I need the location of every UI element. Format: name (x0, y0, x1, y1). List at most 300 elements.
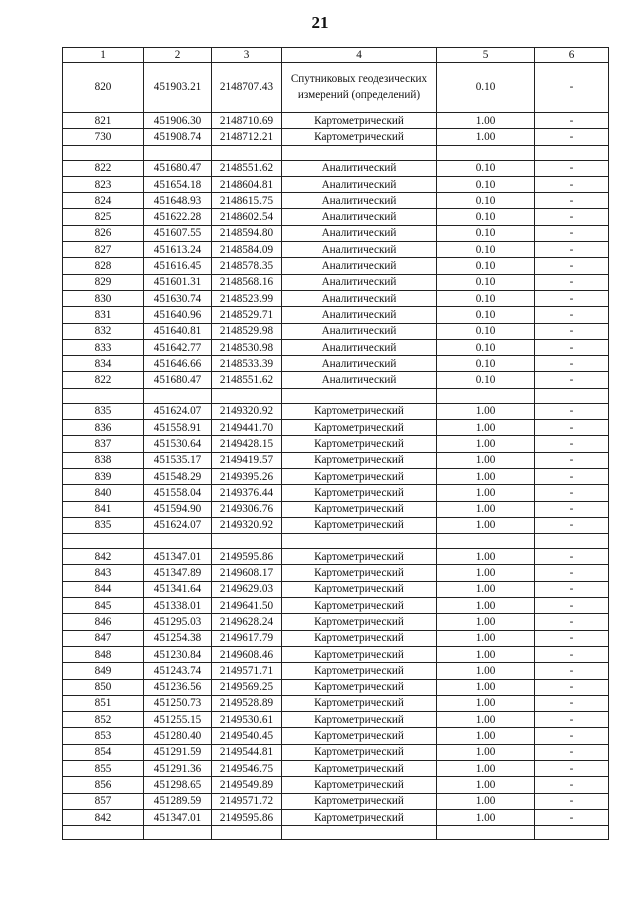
coordinate-x-cell: 451648.93 (144, 193, 212, 209)
method-cell: Картометрический (282, 760, 437, 776)
coordinate-y-cell: 2149540.45 (212, 728, 282, 744)
note-cell: - (535, 695, 609, 711)
method-cell: Аналитический (282, 160, 437, 176)
note-cell: - (535, 581, 609, 597)
separator-row (63, 388, 609, 403)
empty-cell (63, 826, 144, 840)
note-cell: - (535, 614, 609, 630)
coordinate-x-cell: 451903.21 (144, 63, 212, 113)
table-row (63, 290, 609, 306)
method-cell: Картометрический (282, 452, 437, 468)
table-row (63, 372, 609, 388)
note-cell: - (535, 209, 609, 225)
note-cell: - (535, 307, 609, 323)
accuracy-cell: 0.10 (437, 225, 535, 241)
accuracy-cell: 1.00 (437, 646, 535, 662)
coordinate-x-cell: 451654.18 (144, 176, 212, 192)
note-cell: - (535, 712, 609, 728)
table-row (63, 129, 609, 145)
coordinate-y-cell: 2149546.75 (212, 760, 282, 776)
empty-cell (63, 388, 144, 403)
point-number-cell: 836 (63, 420, 144, 436)
accuracy-cell: 0.10 (437, 176, 535, 192)
note-cell: - (535, 436, 609, 452)
coordinate-y-cell: 2148578.35 (212, 258, 282, 274)
point-number-cell: 830 (63, 290, 144, 306)
coordinate-y-cell: 2148710.69 (212, 113, 282, 129)
accuracy-cell: 1.00 (437, 517, 535, 533)
coordinate-y-cell: 2148615.75 (212, 193, 282, 209)
point-number-cell: 834 (63, 356, 144, 372)
coordinate-y-cell: 2149608.46 (212, 646, 282, 662)
coordinate-y-cell: 2149571.72 (212, 793, 282, 809)
note-cell: - (535, 176, 609, 192)
coordinates-table (62, 47, 609, 840)
method-cell: Картометрический (282, 809, 437, 825)
note-cell: - (535, 403, 609, 419)
page-number: 21 (311, 13, 329, 32)
note-cell: - (535, 630, 609, 646)
empty-cell (144, 388, 212, 403)
point-number-cell: 835 (63, 403, 144, 419)
table-row (63, 695, 609, 711)
method-cell: Картометрический (282, 129, 437, 145)
accuracy-cell: 0.10 (437, 323, 535, 339)
table-row (63, 323, 609, 339)
empty-cell (535, 534, 609, 549)
accuracy-cell: 0.10 (437, 339, 535, 355)
note-cell: - (535, 242, 609, 258)
coordinate-y-cell: 2149569.25 (212, 679, 282, 695)
coordinate-y-cell: 2149320.92 (212, 517, 282, 533)
point-number-cell: 839 (63, 468, 144, 484)
accuracy-cell: 1.00 (437, 598, 535, 614)
column-number: 4 (282, 48, 437, 63)
coordinate-x-cell: 451250.73 (144, 695, 212, 711)
method-cell: Картометрический (282, 403, 437, 419)
point-number-cell: 851 (63, 695, 144, 711)
point-number-cell: 849 (63, 663, 144, 679)
method-cell: Картометрический (282, 598, 437, 614)
point-number-cell: 825 (63, 209, 144, 225)
table-row (63, 176, 609, 192)
table-row (63, 760, 609, 776)
table-row (63, 793, 609, 809)
point-number-cell: 850 (63, 679, 144, 695)
point-number-cell: 821 (63, 113, 144, 129)
note-cell: - (535, 598, 609, 614)
table-row (63, 274, 609, 290)
coordinate-y-cell: 2149320.92 (212, 403, 282, 419)
coordinate-y-cell: 2148551.62 (212, 372, 282, 388)
accuracy-cell: 1.00 (437, 760, 535, 776)
empty-cell (535, 826, 609, 840)
accuracy-cell: 0.10 (437, 209, 535, 225)
note-cell: - (535, 323, 609, 339)
coordinate-y-cell: 2148604.81 (212, 176, 282, 192)
coordinate-x-cell: 451642.77 (144, 339, 212, 355)
note-cell: - (535, 565, 609, 581)
method-cell: Картометрический (282, 646, 437, 662)
method-cell: Картометрический (282, 793, 437, 809)
coordinate-x-cell: 451243.74 (144, 663, 212, 679)
empty-cell (437, 145, 535, 160)
table-row (63, 209, 609, 225)
method-cell: Картометрический (282, 549, 437, 565)
coordinate-y-cell: 2148529.71 (212, 307, 282, 323)
table-row (63, 809, 609, 825)
note-cell: - (535, 452, 609, 468)
method-cell: Аналитический (282, 356, 437, 372)
point-number-cell: 824 (63, 193, 144, 209)
method-cell: Аналитический (282, 339, 437, 355)
coordinate-y-cell: 2149628.24 (212, 614, 282, 630)
coordinate-y-cell: 2148529.98 (212, 323, 282, 339)
method-cell: Картометрический (282, 663, 437, 679)
table-row (63, 452, 609, 468)
coordinate-x-cell: 451594.90 (144, 501, 212, 517)
note-cell: - (535, 129, 609, 145)
accuracy-cell: 1.00 (437, 809, 535, 825)
point-number-cell: 820 (63, 63, 144, 113)
note-cell: - (535, 501, 609, 517)
coordinate-y-cell: 2149617.79 (212, 630, 282, 646)
table-body (63, 63, 609, 840)
point-number-cell: 853 (63, 728, 144, 744)
accuracy-cell: 1.00 (437, 501, 535, 517)
empty-cell (212, 145, 282, 160)
coordinate-x-cell: 451607.55 (144, 225, 212, 241)
table-row (63, 777, 609, 793)
method-cell: Картометрический (282, 113, 437, 129)
accuracy-cell: 1.00 (437, 663, 535, 679)
accuracy-cell: 1.00 (437, 420, 535, 436)
coordinate-x-cell: 451347.01 (144, 809, 212, 825)
point-number-cell: 730 (63, 129, 144, 145)
table-row (63, 485, 609, 501)
note-cell: - (535, 468, 609, 484)
point-number-cell: 823 (63, 176, 144, 192)
coordinate-y-cell: 2148712.21 (212, 129, 282, 145)
accuracy-cell: 1.00 (437, 549, 535, 565)
coordinate-y-cell: 2149428.15 (212, 436, 282, 452)
table-row (63, 225, 609, 241)
accuracy-cell: 1.00 (437, 712, 535, 728)
coordinate-x-cell: 451236.56 (144, 679, 212, 695)
accuracy-cell: 1.00 (437, 581, 535, 597)
coordinate-y-cell: 2149571.71 (212, 663, 282, 679)
coordinate-y-cell: 2148523.99 (212, 290, 282, 306)
note-cell: - (535, 372, 609, 388)
accuracy-cell: 1.00 (437, 630, 535, 646)
empty-cell (144, 534, 212, 549)
table-row (63, 728, 609, 744)
coordinate-x-cell: 451291.59 (144, 744, 212, 760)
empty-cell (535, 145, 609, 160)
accuracy-cell: 0.10 (437, 193, 535, 209)
point-number-cell: 827 (63, 242, 144, 258)
coordinate-y-cell: 2149595.86 (212, 809, 282, 825)
point-number-cell: 822 (63, 160, 144, 176)
table-row (63, 339, 609, 355)
column-number-row (63, 48, 609, 63)
point-number-cell: 833 (63, 339, 144, 355)
coordinate-y-cell: 2149629.03 (212, 581, 282, 597)
note-cell: - (535, 420, 609, 436)
note-cell: - (535, 728, 609, 744)
table-row (63, 630, 609, 646)
note-cell: - (535, 809, 609, 825)
empty-cell (63, 534, 144, 549)
method-cell: Картометрический (282, 565, 437, 581)
coordinate-y-cell: 2149419.57 (212, 452, 282, 468)
note-cell: - (535, 193, 609, 209)
method-cell: Картометрический (282, 485, 437, 501)
coordinate-y-cell: 2148551.62 (212, 160, 282, 176)
point-number-cell: 848 (63, 646, 144, 662)
table-row (63, 549, 609, 565)
coordinate-x-cell: 451291.36 (144, 760, 212, 776)
coordinate-x-cell: 451624.07 (144, 403, 212, 419)
separator-row (63, 826, 609, 840)
coordinate-x-cell: 451640.81 (144, 323, 212, 339)
coordinate-y-cell: 2149395.26 (212, 468, 282, 484)
note-cell: - (535, 549, 609, 565)
coordinate-x-cell: 451624.07 (144, 517, 212, 533)
method-cell: Аналитический (282, 209, 437, 225)
method-cell: Аналитический (282, 274, 437, 290)
accuracy-cell: 0.10 (437, 356, 535, 372)
coordinate-x-cell: 451548.29 (144, 468, 212, 484)
coordinate-x-cell: 451295.03 (144, 614, 212, 630)
table-row (63, 614, 609, 630)
point-number-cell: 846 (63, 614, 144, 630)
empty-cell (282, 145, 437, 160)
table-row (63, 565, 609, 581)
note-cell: - (535, 274, 609, 290)
table-row (63, 501, 609, 517)
coordinate-x-cell: 451535.17 (144, 452, 212, 468)
note-cell: - (535, 777, 609, 793)
empty-cell (212, 388, 282, 403)
note-cell: - (535, 663, 609, 679)
table-row (63, 744, 609, 760)
method-cell: Картометрический (282, 420, 437, 436)
coordinate-y-cell: 2149544.81 (212, 744, 282, 760)
table-row (63, 712, 609, 728)
coordinate-x-cell: 451298.65 (144, 777, 212, 793)
empty-cell (212, 534, 282, 549)
empty-cell (437, 826, 535, 840)
empty-cell (535, 388, 609, 403)
note-cell: - (535, 290, 609, 306)
point-number-cell: 831 (63, 307, 144, 323)
column-number: 6 (535, 48, 609, 63)
coordinate-x-cell: 451680.47 (144, 372, 212, 388)
table-row (63, 63, 609, 113)
coordinate-x-cell: 451289.59 (144, 793, 212, 809)
point-number-cell: 826 (63, 225, 144, 241)
point-number-cell: 840 (63, 485, 144, 501)
point-number-cell: 829 (63, 274, 144, 290)
accuracy-cell: 1.00 (437, 113, 535, 129)
point-number-cell: 835 (63, 517, 144, 533)
table-row (63, 646, 609, 662)
method-cell: Картометрический (282, 517, 437, 533)
point-number-cell: 832 (63, 323, 144, 339)
note-cell: - (535, 63, 609, 113)
point-number-cell: 857 (63, 793, 144, 809)
method-cell: Картометрический (282, 614, 437, 630)
coordinate-y-cell: 2148584.09 (212, 242, 282, 258)
coordinate-x-cell: 451680.47 (144, 160, 212, 176)
accuracy-cell: 1.00 (437, 129, 535, 145)
table-row (63, 258, 609, 274)
accuracy-cell: 0.10 (437, 160, 535, 176)
accuracy-cell: 1.00 (437, 793, 535, 809)
column-number: 1 (63, 48, 144, 63)
note-cell: - (535, 679, 609, 695)
table-row (63, 581, 609, 597)
coordinate-x-cell: 451347.01 (144, 549, 212, 565)
coordinate-x-cell: 451230.84 (144, 646, 212, 662)
method-cell: Картометрический (282, 728, 437, 744)
coordinate-y-cell: 2149306.76 (212, 501, 282, 517)
method-cell: Картометрический (282, 695, 437, 711)
accuracy-cell: 1.00 (437, 777, 535, 793)
column-number: 5 (437, 48, 535, 63)
coordinate-x-cell: 451341.64 (144, 581, 212, 597)
method-cell: Аналитический (282, 307, 437, 323)
separator-row (63, 145, 609, 160)
table-row (63, 436, 609, 452)
table-row (63, 517, 609, 533)
accuracy-cell: 0.10 (437, 372, 535, 388)
coordinate-x-cell: 451255.15 (144, 712, 212, 728)
table-row (63, 420, 609, 436)
coordinate-x-cell: 451280.40 (144, 728, 212, 744)
method-cell: Аналитический (282, 290, 437, 306)
method-cell: Картометрический (282, 630, 437, 646)
table-row (63, 663, 609, 679)
note-cell: - (535, 646, 609, 662)
method-cell: Аналитический (282, 323, 437, 339)
coordinate-x-cell: 451338.01 (144, 598, 212, 614)
table-row (63, 598, 609, 614)
point-number-cell: 845 (63, 598, 144, 614)
accuracy-cell: 1.00 (437, 403, 535, 419)
coordinate-x-cell: 451558.91 (144, 420, 212, 436)
coordinate-x-cell: 451613.24 (144, 242, 212, 258)
column-number: 2 (144, 48, 212, 63)
point-number-cell: 837 (63, 436, 144, 452)
method-cell: Картометрический (282, 777, 437, 793)
accuracy-cell: 0.10 (437, 242, 535, 258)
coordinate-y-cell: 2149376.44 (212, 485, 282, 501)
empty-cell (282, 388, 437, 403)
coordinate-y-cell: 2148594.80 (212, 225, 282, 241)
coordinate-y-cell: 2148533.39 (212, 356, 282, 372)
point-number-cell: 841 (63, 501, 144, 517)
method-cell: Картометрический (282, 744, 437, 760)
point-number-cell: 842 (63, 549, 144, 565)
coordinate-x-cell: 451906.30 (144, 113, 212, 129)
accuracy-cell: 0.10 (437, 274, 535, 290)
note-cell: - (535, 744, 609, 760)
coordinate-x-cell: 451558.04 (144, 485, 212, 501)
method-cell: Картометрический (282, 712, 437, 728)
accuracy-cell: 0.10 (437, 258, 535, 274)
accuracy-cell: 1.00 (437, 744, 535, 760)
coordinate-x-cell: 451630.74 (144, 290, 212, 306)
method-cell: Картометрический (282, 436, 437, 452)
table-row (63, 679, 609, 695)
method-cell: Аналитический (282, 242, 437, 258)
method-cell: Картометрический (282, 581, 437, 597)
note-cell: - (535, 356, 609, 372)
accuracy-cell: 0.10 (437, 307, 535, 323)
table-row (63, 242, 609, 258)
point-number-cell: 822 (63, 372, 144, 388)
table-row (63, 113, 609, 129)
coordinate-x-cell: 451254.38 (144, 630, 212, 646)
method-cell: Картометрический (282, 501, 437, 517)
note-cell: - (535, 760, 609, 776)
coordinate-y-cell: 2148568.16 (212, 274, 282, 290)
coordinate-x-cell: 451646.66 (144, 356, 212, 372)
empty-cell (212, 826, 282, 840)
coordinate-x-cell: 451601.31 (144, 274, 212, 290)
table-row (63, 468, 609, 484)
accuracy-cell: 1.00 (437, 679, 535, 695)
note-cell: - (535, 225, 609, 241)
empty-cell (282, 826, 437, 840)
table-row (63, 193, 609, 209)
coordinate-x-cell: 451908.74 (144, 129, 212, 145)
note-cell: - (535, 485, 609, 501)
accuracy-cell: 0.10 (437, 290, 535, 306)
accuracy-cell: 1.00 (437, 695, 535, 711)
coordinate-y-cell: 2149530.61 (212, 712, 282, 728)
method-cell: Аналитический (282, 176, 437, 192)
method-cell: Аналитический (282, 372, 437, 388)
method-cell: Аналитический (282, 225, 437, 241)
coordinate-y-cell: 2149528.89 (212, 695, 282, 711)
table-row (63, 307, 609, 323)
method-cell: Картометрический (282, 468, 437, 484)
coordinate-y-cell: 2148602.54 (212, 209, 282, 225)
point-number-cell: 844 (63, 581, 144, 597)
accuracy-cell: 1.00 (437, 436, 535, 452)
method-cell: Аналитический (282, 193, 437, 209)
coordinate-y-cell: 2149608.17 (212, 565, 282, 581)
point-number-cell: 855 (63, 760, 144, 776)
table-row (63, 403, 609, 419)
coordinate-y-cell: 2149549.89 (212, 777, 282, 793)
accuracy-cell: 1.00 (437, 728, 535, 744)
coordinate-y-cell: 2149641.50 (212, 598, 282, 614)
point-number-cell: 847 (63, 630, 144, 646)
note-cell: - (535, 160, 609, 176)
note-cell: - (535, 258, 609, 274)
column-number: 3 (212, 48, 282, 63)
coordinate-x-cell: 451622.28 (144, 209, 212, 225)
method-cell: Аналитический (282, 258, 437, 274)
accuracy-cell: 1.00 (437, 565, 535, 581)
coordinate-y-cell: 2148530.98 (212, 339, 282, 355)
empty-cell (437, 534, 535, 549)
empty-cell (437, 388, 535, 403)
